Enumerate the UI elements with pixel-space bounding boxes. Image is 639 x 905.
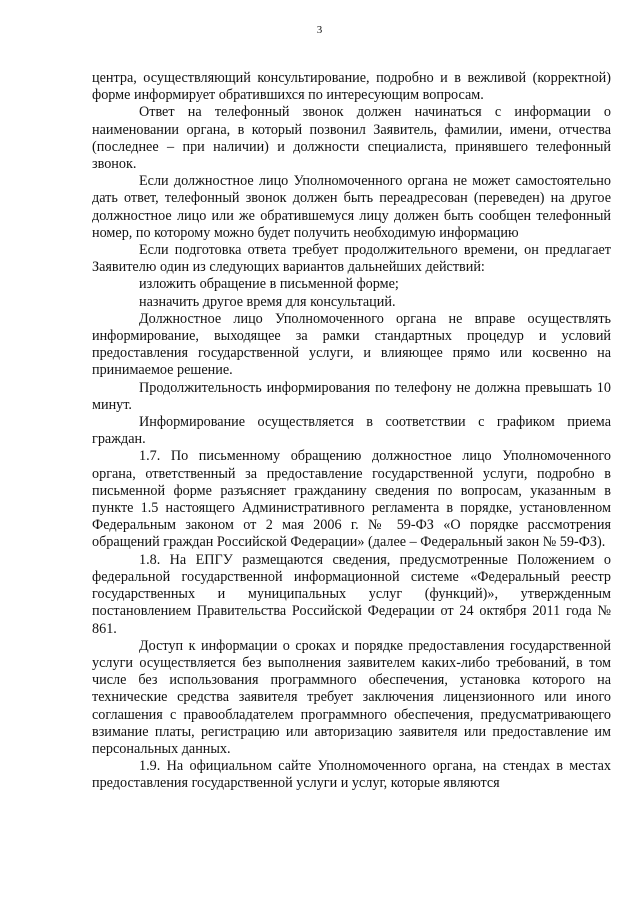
paragraph: Если должностное лицо Уполномоченного органа не может самостоятельно дать ответ, телефонный звонок должен быть переадресован (переведен) на другое должностное лицо или же обратившемуся лицу должен быть сообщен телефонный номер, по которому можно будет получить необходимую информацию [92, 173, 611, 241]
list-item: изложить обращение в письменной форме; [139, 276, 399, 293]
paragraph: Продолжительность информирования по телефону не должна превышать 10 минут. [92, 379, 611, 413]
list-item: назначить другое время для консультаций. [139, 293, 396, 310]
paragraph: 1.8. На ЕПГУ размещаются сведения, предусмотренные Положением о федеральной государственной информационной системе «Федеральный реестр государственных и муниципальных услуг (функций)», утвержденным постановлением Правительства Российской Федерации от 24 октября 2011 года № 861. [92, 551, 611, 637]
paragraph: Доступ к информации о сроках и порядке предоставления государственной услуги осуществляется без выполнения заявителем каких-либо требований, в том числе без использования программного обеспечения, установка которого на технические средства заявителя требует заключения лицензионного или иного соглашения с правообладателем программного обеспечения, предусматривающего взимание платы, регистрацию или авторизацию заявителя или предоставление им персональных данных. [92, 637, 611, 757]
paragraph: Должностное лицо Уполномоченного органа не вправе осуществлять информирование, выходящее за рамки стандартных процедур и условий предоставления государственной услуги, и влияющее прямо или косвенно на принимаемое решение. [92, 310, 611, 379]
paragraph: Ответ на телефонный звонок должен начинаться с информации о наименовании органа, в который позвонил Заявитель, фамилии, имени, отчества (последнее – при наличии) и должности специалиста, принявшего телефонный звонок. [92, 104, 611, 173]
paragraph: Информирование осуществляется в соответствии с графиком приема граждан. [92, 414, 611, 448]
paragraph: центра, осуществляющий консультирование, подробно и в вежливой (корректной) форме информирует обратившихся по интересующим вопросам. [92, 70, 611, 104]
page-number: 3 [316, 24, 323, 36]
paragraph: 1.9. На официальном сайте Уполномоченного органа, на стендах в местах предоставления государственной услуги и услуг, которые являются [92, 758, 611, 792]
paragraph: Если подготовка ответа требует продолжительного времени, он предлагает Заявителю один из следующих вариантов дальнейших действий: [92, 242, 611, 276]
document-body [92, 70, 611, 793]
paragraph: 1.7. По письменному обращению должностное лицо Уполномоченного органа, ответственный за предоставление государственной услуги, подробно в письменной форме разъясняет гражданину сведения по вопросам, указанным в пункте 1.5 настоящего Административного регламента в порядке, установленном Федеральным законом от 2 мая 2006 г. № 59-ФЗ «О порядке рассмотрения обращений граждан Российской Федерации» (далее – Федеральный закон № 59-ФЗ). [92, 448, 611, 551]
